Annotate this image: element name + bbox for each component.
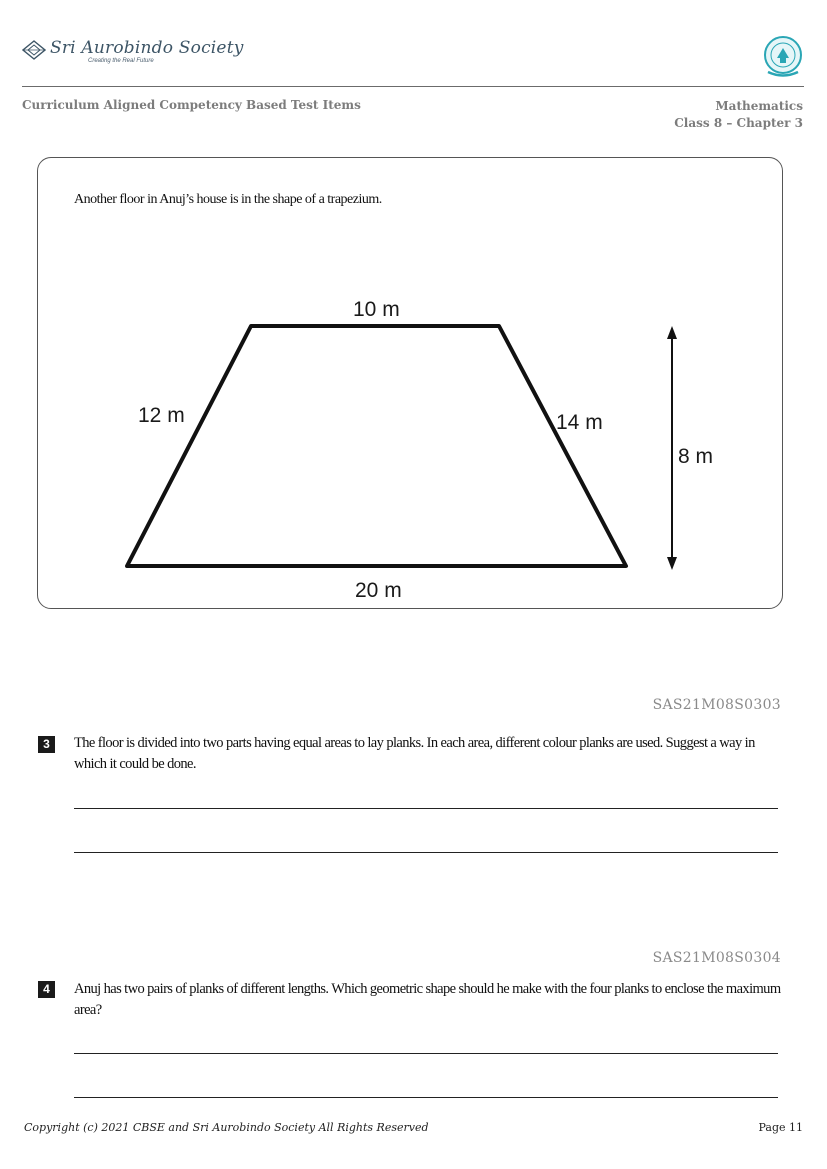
copyright-notice: Copyright (c) 2021 CBSE and Sri Aurobindo Society All Rights Reserved <box>24 1121 429 1134</box>
height-arrow <box>667 326 677 570</box>
org-logo-text: Sri Aurobindo Society <box>50 38 244 58</box>
header-divider <box>22 86 804 87</box>
left-side-label: 12 m <box>138 404 185 427</box>
question-number: 3 <box>38 736 55 753</box>
item-code: SAS21M08S0304 <box>652 950 781 966</box>
bottom-side-label: 20 m <box>355 579 402 602</box>
answer-line[interactable] <box>74 808 778 809</box>
document-title: Curriculum Aligned Competency Based Test Items <box>22 98 361 112</box>
trapezium-shape <box>127 326 626 566</box>
org-logo-tagline: Creating the Real Future <box>88 58 154 64</box>
question-text: Anuj has two pairs of planks of different lengths. Which geometric shape should he make with the four planks to enclose the maximum area? <box>74 981 781 1018</box>
question-number: 4 <box>38 981 55 998</box>
subject-name: Mathematics <box>715 99 803 113</box>
right-side-label: 14 m <box>556 411 603 434</box>
answer-line[interactable] <box>74 1097 778 1098</box>
answer-line[interactable] <box>74 1053 778 1054</box>
height-label: 8 m <box>678 445 714 468</box>
page-number: Page 11 <box>758 1121 803 1134</box>
question-text: The floor is divided into two parts having equal areas to lay planks. In each area, different colour planks are used. Suggest a way in which it could be done. <box>74 735 755 772</box>
society-emblem-icon <box>22 40 46 60</box>
class-chapter: Class 8 – Chapter 3 <box>674 116 803 130</box>
trapezium-figure <box>120 294 722 604</box>
cbse-seal-icon <box>760 34 806 80</box>
subject-info <box>674 98 803 132</box>
item-code: SAS21M08S0303 <box>652 697 781 713</box>
stimulus-text: Another floor in Anuj’s house is in the shape of a trapezium. <box>74 192 382 207</box>
answer-line[interactable] <box>74 852 778 853</box>
top-side-label: 10 m <box>353 298 400 321</box>
